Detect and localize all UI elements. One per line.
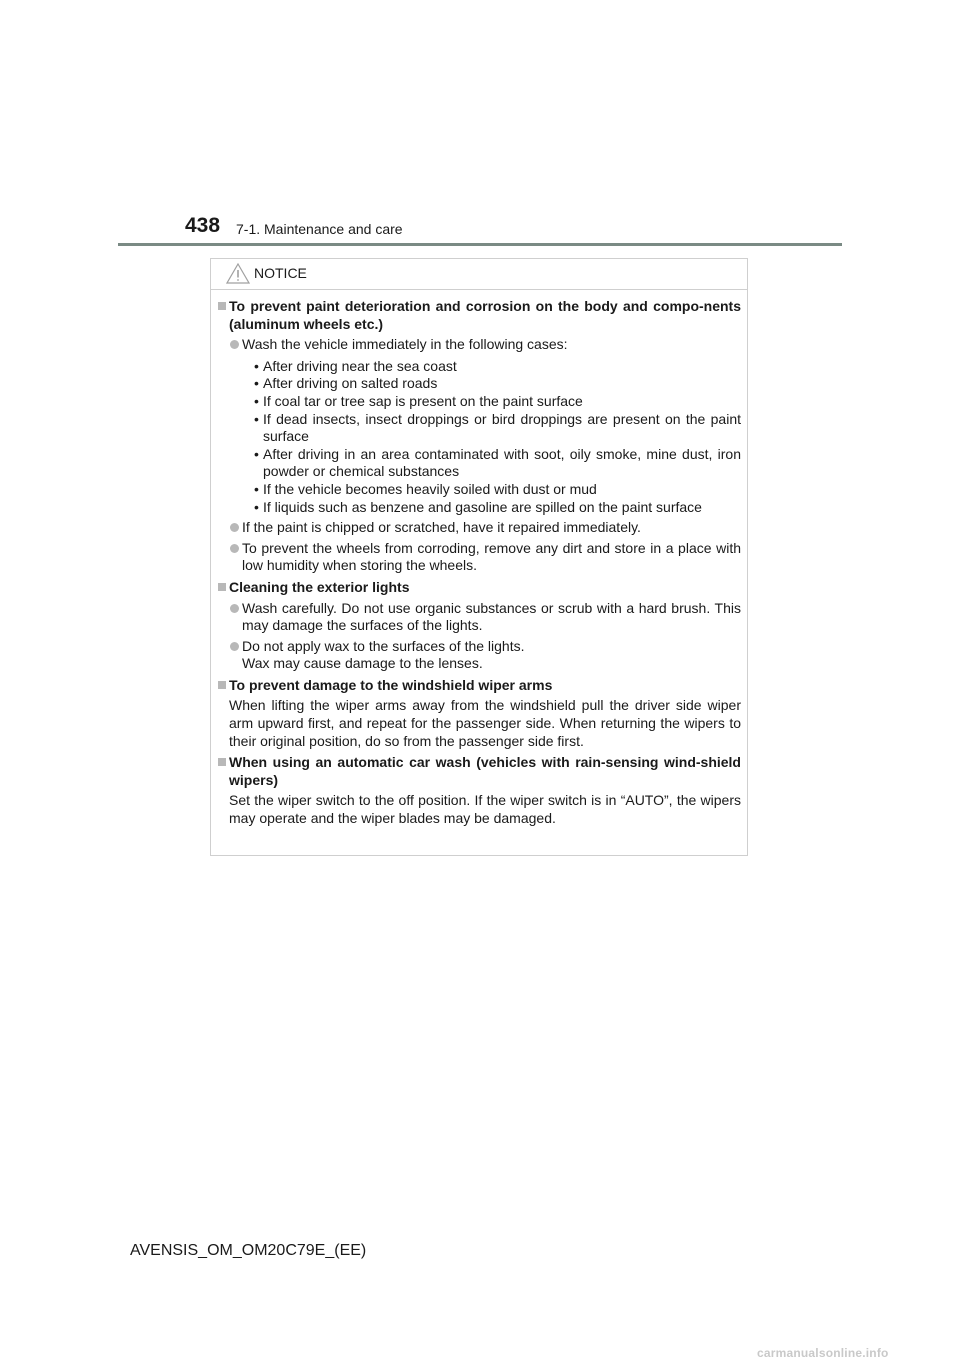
list-item: • After driving in an area contaminated with soot, oily smoke, mine dust, iron powder or chemical substances xyxy=(254,445,741,480)
wash-cases-list xyxy=(218,358,741,516)
heading-square-marker xyxy=(218,758,226,766)
watermark: carmanualsonline.info xyxy=(757,1346,889,1360)
heading-car-wash: When using an automatic car wash (vehicles with rain-sensing wind-shield wipers) xyxy=(218,754,741,789)
bullet-wheel-corrosion: To prevent the wheels from corroding, remove any dirt and store in a place with low humidity when storing the wheels. xyxy=(218,540,741,575)
bullet-circle-marker xyxy=(230,340,239,349)
manual-code: AVENSIS_OM_OM20C79E_(EE) xyxy=(130,1242,367,1259)
heading-exterior-lights: Cleaning the exterior lights xyxy=(218,579,741,597)
list-item: • If liquids such as benzene and gasoline are spilled on the paint surface xyxy=(254,498,702,515)
notice-label: NOTICE xyxy=(254,265,307,281)
heading-paint-protection: To prevent paint deterioration and corrosion on the body and compo-nents (aluminum wheels etc.) xyxy=(218,298,741,333)
heading-square-marker xyxy=(218,681,226,689)
bullet-circle-marker xyxy=(230,604,239,613)
heading-wiper-arms: To prevent damage to the windshield wiper arms xyxy=(218,677,741,695)
heading-square-marker xyxy=(218,302,226,310)
warning-triangle-icon xyxy=(226,263,250,284)
header-rule xyxy=(118,243,842,246)
bullet-no-wax: Do not apply wax to the surfaces of the lights. Wax may cause damage to the lenses. xyxy=(218,638,741,673)
list-item: • After driving on salted roads xyxy=(254,375,438,392)
bullet-wash-carefully: Wash carefully. Do not use organic substances or scrub with a hard brush. This may damage the surfaces of the lights. xyxy=(218,600,741,635)
paragraph-wiper-arms: When lifting the wiper arms away from the windshield pull the driver side wiper arm upward first, and repeat for the passenger side. When returning the wipers to their original position, do so from the passenger side first. xyxy=(229,697,741,749)
list-item: • If coal tar or tree sap is present on the paint surface xyxy=(254,392,583,409)
bullet-circle-marker xyxy=(230,642,239,651)
page-number: 438 xyxy=(185,214,221,237)
bullet-paint-chipped: If the paint is chipped or scratched, have it repaired immediately. xyxy=(218,519,741,537)
notice-header xyxy=(211,259,747,290)
heading-square-marker xyxy=(218,583,226,591)
list-item: • After driving near the sea coast xyxy=(254,357,457,374)
list-item: • If the vehicle becomes heavily soiled with dust or mud xyxy=(254,480,597,497)
bullet-circle-marker xyxy=(230,544,239,553)
paragraph-car-wash: Set the wiper switch to the off position. If the wiper switch is in “AUTO”, the wipers may operate and the wiper blades may be damaged. xyxy=(229,792,741,827)
bullet-circle-marker xyxy=(230,523,239,532)
section-title: 7-1. Maintenance and care xyxy=(236,221,403,237)
bullet-wash-cases: Wash the vehicle immediately in the following cases: xyxy=(218,336,741,354)
notice-body xyxy=(211,290,747,828)
list-item: • If dead insects, insect droppings or bird droppings are present on the paint surface xyxy=(254,410,741,445)
notice-box xyxy=(210,258,748,856)
